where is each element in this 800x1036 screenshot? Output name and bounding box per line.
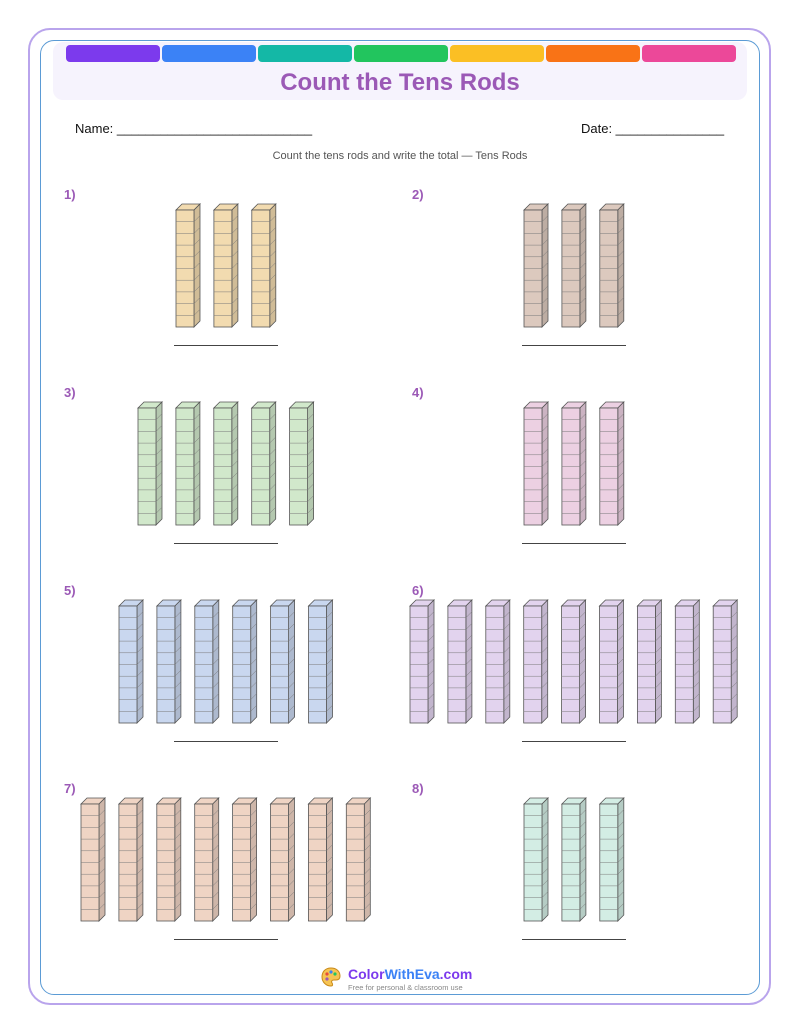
tens-rod xyxy=(119,600,143,723)
problem-number: 5) xyxy=(64,583,76,598)
tens-rod-group xyxy=(524,798,626,923)
tens-rod xyxy=(524,600,548,723)
tens-rod xyxy=(486,600,510,723)
tens-rod xyxy=(271,600,295,723)
problem-number: 2) xyxy=(412,187,424,202)
tens-rod xyxy=(410,600,434,723)
name-field-label: Name: ___________________________ xyxy=(75,121,313,136)
tens-rod xyxy=(157,798,181,921)
tens-rod xyxy=(309,798,333,921)
tens-rod xyxy=(271,798,295,921)
tens-rod xyxy=(233,798,257,921)
answer-line[interactable] xyxy=(174,741,278,742)
brand-part-dotcom: .com xyxy=(439,966,473,982)
tens-rod xyxy=(252,402,276,525)
tens-rod-group xyxy=(410,600,740,725)
problem-number: 6) xyxy=(412,583,424,598)
rainbow-segment xyxy=(162,45,256,62)
rainbow-segment xyxy=(546,45,640,62)
tens-rod xyxy=(195,600,219,723)
brand-name xyxy=(348,966,472,982)
tens-rod xyxy=(290,402,314,525)
tens-rod-group xyxy=(119,600,335,725)
tens-rod xyxy=(714,600,738,723)
tens-rod xyxy=(157,600,181,723)
footer-brand xyxy=(320,966,490,996)
page-title: Count the Tens Rods xyxy=(280,69,520,96)
problem-number: 3) xyxy=(64,385,76,400)
problem-number: 8) xyxy=(412,781,424,796)
tens-rod xyxy=(600,204,624,327)
answer-line[interactable] xyxy=(174,543,278,544)
tens-rod xyxy=(638,600,662,723)
brand-part-witheva: WithEva xyxy=(384,966,440,982)
rainbow-segment xyxy=(258,45,352,62)
tens-rod-group xyxy=(81,798,373,923)
brand-tagline: Free for personal & classroom use xyxy=(348,983,463,992)
problem-number: 1) xyxy=(64,187,76,202)
tens-rod xyxy=(138,402,162,525)
rainbow-stripe xyxy=(66,45,736,62)
tens-rod xyxy=(176,402,200,525)
tens-rod xyxy=(448,600,472,723)
tens-rod xyxy=(562,600,586,723)
tens-rod xyxy=(562,402,586,525)
palette-icon xyxy=(320,966,342,988)
tens-rod xyxy=(214,204,238,327)
tens-rod xyxy=(600,402,624,525)
rainbow-segment xyxy=(354,45,448,62)
tens-rod xyxy=(524,798,548,921)
rainbow-segment xyxy=(642,45,736,62)
tens-rod xyxy=(119,798,143,921)
tens-rod xyxy=(195,798,219,921)
brand-part-color: Color xyxy=(348,966,385,982)
tens-rod-group xyxy=(524,204,626,329)
answer-line[interactable] xyxy=(522,345,626,346)
tens-rod xyxy=(81,798,105,921)
answer-line[interactable] xyxy=(522,543,626,544)
problem-number: 7) xyxy=(64,781,76,796)
answer-line[interactable] xyxy=(522,741,626,742)
tens-rod xyxy=(600,600,624,723)
tens-rod-group xyxy=(138,402,316,527)
instructions: Count the tens rods and write the total — Tens Rods xyxy=(272,150,528,162)
answer-line[interactable] xyxy=(174,939,278,940)
tens-rod xyxy=(214,402,238,525)
tens-rod-group xyxy=(176,204,278,329)
tens-rod xyxy=(524,402,548,525)
tens-rod xyxy=(252,204,276,327)
tens-rod xyxy=(600,798,624,921)
rainbow-segment xyxy=(66,45,160,62)
tens-rod xyxy=(233,600,257,723)
tens-rod xyxy=(176,204,200,327)
tens-rod xyxy=(562,204,586,327)
date-field-label: Date: _______________ xyxy=(581,121,725,136)
answer-line[interactable] xyxy=(522,939,626,940)
answer-line[interactable] xyxy=(174,345,278,346)
problem-number: 4) xyxy=(412,385,424,400)
tens-rod-group xyxy=(524,402,626,527)
tens-rod xyxy=(562,798,586,921)
tens-rod xyxy=(309,600,333,723)
tens-rod xyxy=(524,204,548,327)
tens-rod xyxy=(676,600,700,723)
tens-rod xyxy=(347,798,371,921)
rainbow-segment xyxy=(450,45,544,62)
